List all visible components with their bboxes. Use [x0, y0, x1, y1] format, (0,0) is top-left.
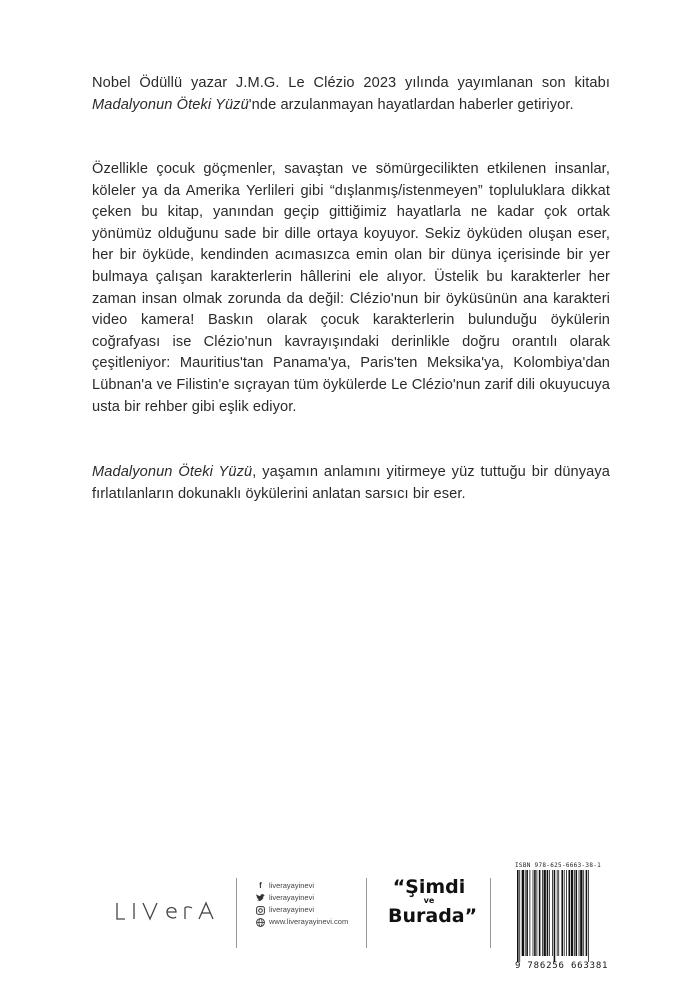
barcode-graphic [515, 870, 609, 962]
back-cover-footer [0, 860, 700, 970]
barcode-bar [526, 870, 528, 956]
barcode-bar [561, 870, 563, 956]
social-handle: liverayayinevi [269, 893, 315, 902]
publisher-logo [115, 900, 220, 928]
isbn-barcode [515, 862, 609, 971]
barcode-bar [566, 870, 567, 956]
intro-tail: 'nde arzulanmayan hayatlardan haberler getiriyor. [248, 96, 574, 113]
barcode-bar [579, 870, 580, 956]
barcode-bar [519, 870, 520, 962]
imprint-line-2: ve [423, 896, 435, 905]
barcode-bar [580, 870, 582, 956]
barcode-bar [588, 870, 589, 962]
facebook-icon: f [259, 881, 262, 890]
paragraph-conclusion [92, 462, 610, 505]
paragraph-description [92, 159, 610, 418]
barcode-bar [549, 870, 550, 956]
barcode-bar [571, 870, 573, 956]
instagram-icon [256, 906, 265, 915]
divider-line [236, 878, 237, 948]
website-url: www.liverayayinevi.com [269, 917, 349, 926]
barcode-bar [547, 870, 549, 956]
social-handle: liverayayinevi [269, 905, 315, 914]
barcode-bar [557, 870, 558, 956]
barcode-bar [529, 870, 530, 956]
livera-logo-graphic [115, 900, 220, 922]
social-links [256, 880, 348, 928]
conclusion-tail: , yaşamın anlamını yitirmeye yüz tuttuğu bir dünyaya fırlatılanların dokunaklı öykülerini anlatan sarsıcı bir eser. [92, 464, 610, 502]
divider-line [366, 878, 367, 948]
barcode-bar [583, 870, 584, 956]
barcode-bar [537, 870, 538, 956]
barcode-bar [542, 870, 543, 956]
social-website[interactable] [256, 916, 348, 928]
globe-icon [256, 918, 265, 927]
imprint-line-3: Burada” [388, 905, 478, 927]
paragraph-intro [92, 73, 610, 116]
barcode-bar [544, 870, 546, 956]
divider-line [490, 878, 491, 948]
barcode-bar [558, 870, 559, 956]
barcode-bar [586, 870, 588, 956]
social-instagram[interactable] [256, 904, 348, 916]
barcode-bar [525, 870, 526, 956]
barcode-bar [552, 870, 553, 956]
barcode-bar [539, 870, 541, 956]
book-title-italic: Madalyonun Öteki Yüzü [92, 96, 249, 113]
imprint-series-logo [388, 876, 478, 927]
intro-lead: Nobel Ödüllü yazar J.M.G. Le Clézio 2023 yılında yayımlanan son kitabı [92, 75, 610, 91]
barcode-digits: 9 786256 663381 [515, 961, 609, 971]
barcode-bar [522, 870, 524, 956]
imprint-line-1: “Şimdi [392, 876, 466, 898]
barcode-bar [533, 870, 534, 956]
barcode-bar [576, 870, 578, 956]
social-facebook[interactable] [256, 880, 348, 892]
barcode-bar [564, 870, 565, 956]
book-title-italic: Madalyonun Öteki Yüzü [92, 464, 253, 480]
twitter-icon [256, 894, 265, 903]
barcode-bar [554, 870, 556, 962]
social-handle: liverayayinevi [269, 881, 315, 890]
description-text: Özellikle çocuk göçmenler, savaştan ve sömürgecilikten etkilenen insanlar, köleler ya da Amerika Yerlileri gibi “dışlanmış/istenmeyen” topluluklara dikkat çeken bu kitap, yanından geçip gittiğimiz hayatlarla ne kadar çok ortak yönümüz olduğunu sade bir dille ortaya koyuyor. Sekiz öyküden oluşan eser, her bir öyküde, kendinden acımasızca emin olan bir dünya içerisinde bir yer bulmaya çalışan karakterlerin hâllerini ele alıyor. Üstelik bu karakterler her zaman insan olmak zorunda da değil: Clézio'nun bir öyküsünün ana karakteri video kamera! Baskın olarak çocuk karakterlerin bulunduğu öykülerin coğrafyası ise Clézio'nun kavrayışındaki derinlikle doğru orantılı olarak çeşitleniyor: Mauritius'tan Panama'ya, Paris'ten Meksika'ya, Kolombiya'dan Lübnan'a ve Filistin'e sıçrayan tüm öykülerde Le Clézio'nun zarif dili okuyucuya usta bir rehber gibi eşlik ediyor. [92, 161, 610, 415]
barcode-bar [568, 870, 570, 956]
barcode-bar [534, 870, 536, 956]
social-twitter[interactable] [256, 892, 348, 904]
isbn-number: ISBN 978-625-6663-38-1 [515, 862, 602, 869]
barcode-bar [517, 870, 519, 962]
barcode-bar [574, 870, 575, 956]
